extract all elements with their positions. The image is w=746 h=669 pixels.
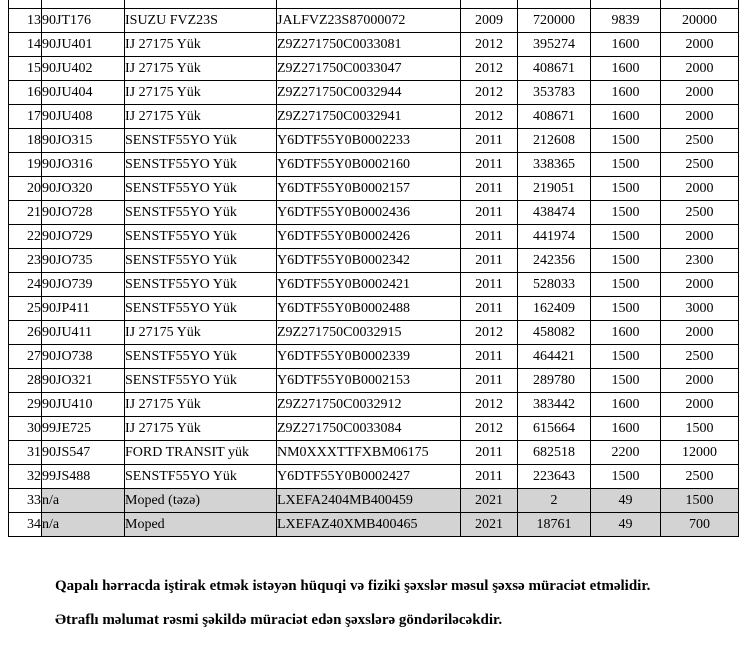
table-cell: LXEFA2404MB400459 (277, 489, 461, 513)
table-cell: 441974 (518, 225, 591, 249)
table-row (9, 153, 739, 177)
table-cell: 90JO728 (42, 201, 125, 225)
table-row (9, 177, 739, 201)
table-cell: 2000 (661, 105, 739, 129)
table-cell: SENSTF55YO Yük (125, 465, 277, 489)
table-cell: 1600 (591, 321, 661, 345)
table-cell: 22 (9, 225, 42, 249)
table-cell: 2011 (461, 153, 518, 177)
table-cell: 99JE725 (42, 417, 125, 441)
table-cell: 18 (9, 129, 42, 153)
table-cell: 242356 (518, 249, 591, 273)
table-cell: IJ 27175 Yük (125, 57, 277, 81)
table-cell: 90JU401 (42, 33, 125, 57)
clipped-cell (277, 0, 461, 9)
table-cell: Moped (təzə) (125, 489, 277, 513)
clipped-cell (42, 0, 125, 9)
table-cell: 32 (9, 465, 42, 489)
table-cell: 2300 (661, 249, 739, 273)
table-row (9, 321, 739, 345)
table-row (9, 249, 739, 273)
table-cell: 1500 (591, 273, 661, 297)
table-cell: 2500 (661, 129, 739, 153)
table-cell: 2500 (661, 465, 739, 489)
table-cell: 90JO739 (42, 273, 125, 297)
table-cell: 2 (518, 489, 591, 513)
table-cell: 3000 (661, 297, 739, 321)
clipped-cell (518, 0, 591, 9)
table-cell: 1500 (661, 489, 739, 513)
table-cell: 24 (9, 273, 42, 297)
table-cell: 2000 (661, 393, 739, 417)
table-cell: 2500 (661, 201, 739, 225)
table-cell: 31 (9, 441, 42, 465)
clipped-cell (125, 0, 277, 9)
table-cell: 2200 (591, 441, 661, 465)
table-cell: 615664 (518, 417, 591, 441)
table-cell: 720000 (518, 9, 591, 33)
table-cell: 1500 (591, 129, 661, 153)
table-cell: 700 (661, 513, 739, 537)
table-cell: 20 (9, 177, 42, 201)
table-cell: 90JS547 (42, 441, 125, 465)
table-cell: 2011 (461, 201, 518, 225)
table-cell: 458082 (518, 321, 591, 345)
table-cell: 438474 (518, 201, 591, 225)
table-cell: 2000 (661, 321, 739, 345)
table-cell: 408671 (518, 57, 591, 81)
table-cell: SENSTF55YO Yük (125, 201, 277, 225)
table-cell: 2011 (461, 177, 518, 201)
table-cell: 33 (9, 489, 42, 513)
table-row (9, 129, 739, 153)
table-cell: JALFVZ23S87000072 (277, 9, 461, 33)
table-cell: 14 (9, 33, 42, 57)
clipped-cell (461, 0, 518, 9)
table-cell: 338365 (518, 153, 591, 177)
table-cell: 1500 (591, 345, 661, 369)
table-cell: IJ 27175 Yük (125, 417, 277, 441)
table-cell: SENSTF55YO Yük (125, 297, 277, 321)
table-cell: 25 (9, 297, 42, 321)
table-cell: 1600 (591, 57, 661, 81)
table-cell: 2000 (661, 273, 739, 297)
table-cell: 2011 (461, 465, 518, 489)
table-row (9, 105, 739, 129)
table-cell: 20000 (661, 9, 739, 33)
table-cell: SENSTF55YO Yük (125, 345, 277, 369)
table-row (9, 201, 739, 225)
table-cell: 1600 (591, 33, 661, 57)
table-cell: 2011 (461, 249, 518, 273)
table-cell: Z9Z271750C0032944 (277, 81, 461, 105)
table-cell: 90JO738 (42, 345, 125, 369)
table-cell: 27 (9, 345, 42, 369)
table-cell: n/a (42, 489, 125, 513)
table-row (9, 393, 739, 417)
table-row (9, 33, 739, 57)
table-row (9, 489, 739, 513)
table-cell: 34 (9, 513, 42, 537)
table-cell: 1500 (591, 249, 661, 273)
table-cell: 408671 (518, 105, 591, 129)
table-cell: 2011 (461, 225, 518, 249)
table-cell: 1500 (591, 153, 661, 177)
table-cell: 28 (9, 369, 42, 393)
table-cell: 1600 (591, 105, 661, 129)
table-cell: 223643 (518, 465, 591, 489)
table-cell: 395274 (518, 33, 591, 57)
table-cell: 353783 (518, 81, 591, 105)
table-cell: 29 (9, 393, 42, 417)
table-row (9, 297, 739, 321)
table-row (9, 369, 739, 393)
table-cell: 90JO315 (42, 129, 125, 153)
table-cell: IJ 27175 Yük (125, 33, 277, 57)
table-cell: SENSTF55YO Yük (125, 177, 277, 201)
table-cell: 21 (9, 201, 42, 225)
table-cell: Y6DTF55Y0B0002427 (277, 465, 461, 489)
note-participation: Qapalı hərracda iştirak etmək istəyən hüquqi və fiziki şəxslər məsul şəxsə müraciət etməlidir. (55, 578, 651, 594)
table-cell: 1500 (591, 369, 661, 393)
table-cell: 99JS488 (42, 465, 125, 489)
note-information: Ətraflı məlumat rəsmi şəkildə müraciət edən şəxslərə göndəriləcəkdir. (55, 612, 503, 628)
vehicle-table-body (9, 0, 739, 537)
table-cell: 2500 (661, 345, 739, 369)
table-cell: 1500 (591, 201, 661, 225)
table-cell: 90JO316 (42, 153, 125, 177)
table-cell: Y6DTF55Y0B0002157 (277, 177, 461, 201)
table-cell: FORD TRANSIT yük (125, 441, 277, 465)
clipped-cell (661, 0, 739, 9)
table-cell: 90JO729 (42, 225, 125, 249)
table-cell: SENSTF55YO Yük (125, 129, 277, 153)
table-cell: Y6DTF55Y0B0002426 (277, 225, 461, 249)
table-cell: IJ 27175 Yük (125, 393, 277, 417)
table-cell: 2000 (661, 33, 739, 57)
table-cell: 90JU408 (42, 105, 125, 129)
table-cell: 90JO735 (42, 249, 125, 273)
table-cell: 2000 (661, 81, 739, 105)
table-cell: Y6DTF55Y0B0002153 (277, 369, 461, 393)
table-cell: 528033 (518, 273, 591, 297)
table-cell: 90JO321 (42, 369, 125, 393)
table-cell: 1500 (661, 417, 739, 441)
table-cell: 2000 (661, 177, 739, 201)
table-cell: 49 (591, 513, 661, 537)
table-row (9, 9, 739, 33)
table-cell: 289780 (518, 369, 591, 393)
table-cell: Z9Z271750C0033081 (277, 33, 461, 57)
table-cell: ISUZU FVZ23S (125, 9, 277, 33)
table-cell: 90JU410 (42, 393, 125, 417)
table-cell: Y6DTF55Y0B0002160 (277, 153, 461, 177)
table-cell: 9839 (591, 9, 661, 33)
table-cell: Z9Z271750C0033047 (277, 57, 461, 81)
table-cell: 2021 (461, 513, 518, 537)
table-cell: Y6DTF55Y0B0002488 (277, 297, 461, 321)
table-cell: 90JT176 (42, 9, 125, 33)
table-cell: 212608 (518, 129, 591, 153)
table-cell: Y6DTF55Y0B0002436 (277, 201, 461, 225)
table-cell: Z9Z271750C0033084 (277, 417, 461, 441)
table-cell: Y6DTF55Y0B0002339 (277, 345, 461, 369)
table-cell: 2012 (461, 33, 518, 57)
table-cell: 2011 (461, 369, 518, 393)
table-cell: 2011 (461, 297, 518, 321)
table-cell: NM0XXXTTFXBM06175 (277, 441, 461, 465)
notes-block (55, 576, 667, 644)
table-cell: 2011 (461, 441, 518, 465)
table-row (9, 465, 739, 489)
table-cell: 219051 (518, 177, 591, 201)
table-cell: SENSTF55YO Yük (125, 249, 277, 273)
table-cell: 2011 (461, 345, 518, 369)
clipped-row-above (9, 0, 739, 9)
table-cell: 1600 (591, 393, 661, 417)
table-cell: 2012 (461, 393, 518, 417)
table-cell: 15 (9, 57, 42, 81)
table-cell: 2000 (661, 225, 739, 249)
table-cell: 2000 (661, 369, 739, 393)
vehicle-table (8, 0, 739, 537)
table-cell: 23 (9, 249, 42, 273)
table-row (9, 345, 739, 369)
table-cell: 2011 (461, 273, 518, 297)
table-cell: 18761 (518, 513, 591, 537)
clipped-cell (9, 0, 42, 9)
table-cell: 2012 (461, 417, 518, 441)
table-cell: Moped (125, 513, 277, 537)
table-cell: Y6DTF55Y0B0002233 (277, 129, 461, 153)
table-cell: 464421 (518, 345, 591, 369)
table-cell: Z9Z271750C0032941 (277, 105, 461, 129)
table-cell: 1500 (591, 465, 661, 489)
table-cell: 1600 (591, 417, 661, 441)
table-cell: 2012 (461, 105, 518, 129)
table-cell: 682518 (518, 441, 591, 465)
table-cell: 2009 (461, 9, 518, 33)
table-cell: 1500 (591, 297, 661, 321)
table-cell: SENSTF55YO Yük (125, 273, 277, 297)
table-cell: IJ 27175 Yük (125, 81, 277, 105)
table-cell: n/a (42, 513, 125, 537)
table-cell: SENSTF55YO Yük (125, 369, 277, 393)
table-cell: 90JP411 (42, 297, 125, 321)
table-cell: IJ 27175 Yük (125, 105, 277, 129)
table-cell: 162409 (518, 297, 591, 321)
table-cell: 2011 (461, 129, 518, 153)
table-cell: SENSTF55YO Yük (125, 153, 277, 177)
table-cell: Y6DTF55Y0B0002342 (277, 249, 461, 273)
table-cell: 2021 (461, 489, 518, 513)
table-row (9, 81, 739, 105)
table-cell: IJ 27175 Yük (125, 321, 277, 345)
clipped-cell (591, 0, 661, 9)
table-cell: Z9Z271750C0032912 (277, 393, 461, 417)
table-cell: 19 (9, 153, 42, 177)
table-cell: SENSTF55YO Yük (125, 225, 277, 249)
table-cell: 383442 (518, 393, 591, 417)
table-cell: 16 (9, 81, 42, 105)
table-row (9, 273, 739, 297)
table-row (9, 225, 739, 249)
table-cell: 13 (9, 9, 42, 33)
table-cell: 90JU402 (42, 57, 125, 81)
table-cell: 1600 (591, 81, 661, 105)
table-cell: 17 (9, 105, 42, 129)
table-row (9, 513, 739, 537)
table-cell: 2012 (461, 321, 518, 345)
table-cell: Z9Z271750C0032915 (277, 321, 461, 345)
table-cell: 30 (9, 417, 42, 441)
table-row (9, 441, 739, 465)
table-cell: 90JU404 (42, 81, 125, 105)
table-cell: 1500 (591, 225, 661, 249)
table-cell: 2012 (461, 57, 518, 81)
table-cell: 2000 (661, 57, 739, 81)
table-cell: 49 (591, 489, 661, 513)
table-cell: 1500 (591, 177, 661, 201)
table-cell: 2500 (661, 153, 739, 177)
table-cell: 90JO320 (42, 177, 125, 201)
table-cell: 90JU411 (42, 321, 125, 345)
table-cell: 2012 (461, 81, 518, 105)
table-cell: LXEFAZ40XMB400465 (277, 513, 461, 537)
table-row (9, 57, 739, 81)
table-cell: 26 (9, 321, 42, 345)
table-cell: 12000 (661, 441, 739, 465)
table-cell: Y6DTF55Y0B0002421 (277, 273, 461, 297)
table-row (9, 417, 739, 441)
